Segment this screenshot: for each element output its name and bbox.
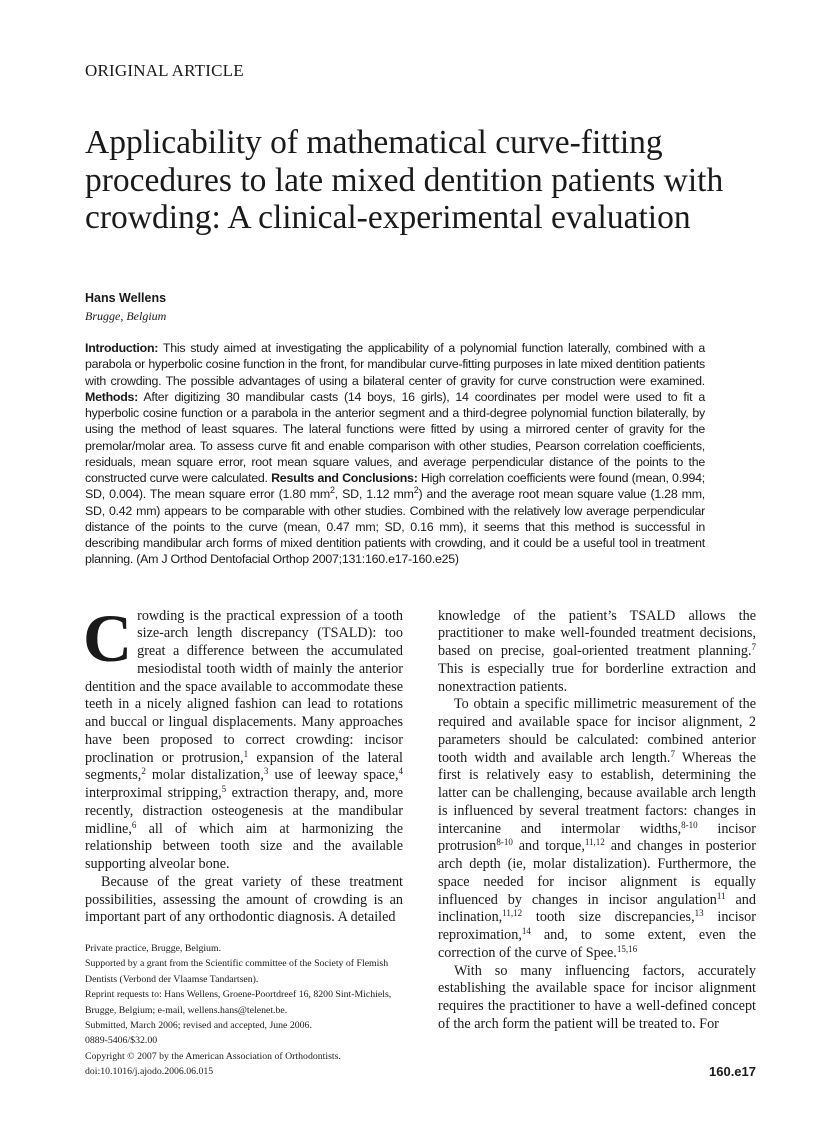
citation-reference: 4 [398,766,403,777]
section-heading: Results and Conclusions: [271,471,418,485]
footnote-line: doi:10.1016/j.ajodo.2006.06.015 [85,1066,214,1078]
text-run: incisor reproximation, [438,909,756,943]
text-run: all of which aim at harmonizing the relationship between tooth size and the available supporting alveolar bone. [85,820,403,872]
body-columns [83,599,757,1080]
citation-reference: 11,12 [584,837,605,848]
citation-reference: 5 [221,784,227,794]
article-title: Applicability of mathematical curve-fitting procedures to late mixed dentition patients with crowding: A clinical-experimental evaluation [85,124,724,236]
author-affiliation: Brugge, Belgium [85,309,167,323]
citation-reference: 15,16 [616,943,638,954]
abstract [85,340,705,568]
footnote-line: Copyright © 2007 by the American Association of Orthodontists. [85,1050,341,1062]
text-run: After digitizing 30 mandibular casts (14 boys, 16 girls), 14 coordinates per model were used to fit a hyperbolic cosine function or a parabola in the anterior segment and a third-degree polynomial function bilaterally, by using the method of least squares. The lateral functions were fitted by using a mirrored center of gravity for the premolar/molar area. To assess curve fit and enable comparison with other studies, Pearson correlation coefficients, residuals, mean square error, root mean square values, and average perpendicular distance of the points to the constructed curve were calculated. [85,389,705,485]
drop-cap: C [83,599,133,676]
footnote-line: Submitted, March 2006; revised and accepted, June 2006. [85,1020,312,1032]
text-run: With so many influencing factors, accurately establishing the available space for incisor alignment requires the practitioner to have a well-defined concept of the arch form the patient will be treated to. For [438,962,756,1032]
citation-reference: 3 [263,766,269,777]
citation-reference: 1 [243,748,249,759]
citation-reference: 7 [670,748,675,759]
paragraph-text [83,599,403,873]
citation-reference: 2 [141,766,146,777]
citation-reference: 11,12 [502,908,523,919]
citation-reference: 8-10 [681,819,698,830]
author-name: Hans Wellens [85,291,167,305]
body-column-right [438,608,756,1080]
text-run: and, to some extent, even the correction of the curve of Spee. [438,927,756,961]
section-label: ORIGINAL ARTICLE [85,61,244,80]
footnote-line: Reprint requests to: Hans Wellens, Groene-Poortdreef 16, 8200 Sint-Michiels, [85,989,392,1001]
text-run: High correlation coefficients were found (mean, 0.994; SD, 0.004). The mean square error (1.80 mm [85,471,705,502]
text-run: , SD, 1.12 mm [334,487,414,502]
text-run: use of leeway space, [268,767,399,784]
text-run: tooth size discrepancies, [522,909,695,926]
text-run: and changes in posterior arch depth (ie, molar distalization). Furthermore, the space needed for incisor alignment is equally influenced by changes in incisor angulation [438,838,757,908]
citation-reference: 14 [521,926,531,936]
footnote-line: 0889-5406/$32.00 [85,1035,158,1047]
citation-reference: 2 [413,485,419,496]
section-heading: Introduction: [85,341,159,355]
text-run: This is especially true for borderline extraction and nonextraction patients. [438,660,756,695]
text-run: rowding is the practical expression of a tooth size-arch length discrepancy (TSALD): too great a difference between the accumulated mesiodistal tooth width of mainly the anterior dentition and the space available to accommodate these teeth in a nicely aligned fashion can lead to rotations and buccal or lingual displacements. Many approaches have been proposed to correct crowding: incisor proclination or protrusion, [85,607,403,766]
text-run: expansion of the lateral segments, [85,749,403,784]
text-run: molar distalization, [145,767,264,784]
text-run: This study aimed at investigating the applicability of a polynomial function laterally, combined with a parabola or hyperbolic cosine function in the front, for mandibular curve-fitting purposes in late mixed dentition patients with crowding. The possible advantages of using a bilateral center of gravity for curve construction were examined. [85,341,705,388]
text-run: Whereas the first is relatively easy to establish, determining the latter can be challenging, because available arch length is influenced by several treatment factors: changes in intercanine and intermolar widths, [438,749,756,837]
text-run: knowledge of the patient’s TSALD allows the practitioner to make well-founded treatment decisions, based on precise, goal-oriented treatment planning. [438,607,756,659]
body-paragraph [438,963,756,1034]
section-heading: Methods: [85,389,139,404]
page-number: 160.e17 [709,1063,756,1079]
text-run: incisor protrusion [438,820,756,855]
citation-reference: 13 [694,908,704,919]
body-paragraph [438,696,756,962]
body-paragraph [438,608,756,697]
footnote-line: Private practice, Brugge, Belgium. [85,943,222,954]
text-run: and inclination, [438,891,756,926]
footnote-line: Dentists (Verbond der Vlaamse Tandartsen). [85,973,259,985]
text-run: Because of the great variety of these treatment possibilities, assessing the amount of crowding is an important part of any orthodontic diagnosis. A detailed [85,873,403,926]
footnotes [85,927,415,1080]
citation-reference: 8-10 [496,837,513,848]
body-column-left [83,599,403,1080]
text-run: extraction therapy, and, more recently, distraction osteogenesis at the mandibular midline, [85,785,403,837]
text-run: interproximal stripping, [85,785,222,801]
text-run: ) and the average root mean square value (1.28 mm, SD, 0.42 mm) appears to be comparable with other studies. Combined with the relatively low average perpendicular distance of the points to the curve (mean, 0.47 mm; SD, 0.16 mm), it seems that this method is successful in describing mandibular arch forms of mixed dentition patients with crowding, and it could be a useful tool in treatment planning. (Am J Orthod Dentofacial Orthop 2007;131:160.e17-160.e25) [85,487,705,567]
footnote-line: Supported by a grant from the Scientific committee of the Society of Flemish [85,958,389,970]
body-paragraph [83,599,403,874]
citation-reference: 2 [329,485,335,496]
text-run: and torque, [512,838,585,855]
citation-reference: 11 [716,890,726,901]
citation-reference: 6 [131,819,137,830]
article-body [85,340,756,1080]
text-run: To obtain a specific millimetric measurement of the required and available space for incisor alignment, 2 parameters should be calculated: combined anterior tooth width and available arch length. [438,696,756,766]
footnote-line: Brugge, Belgium; e-mail, wellens.hans@telenet.be. [85,1004,288,1016]
body-paragraph [85,874,403,927]
citation-reference: 7 [751,642,756,652]
